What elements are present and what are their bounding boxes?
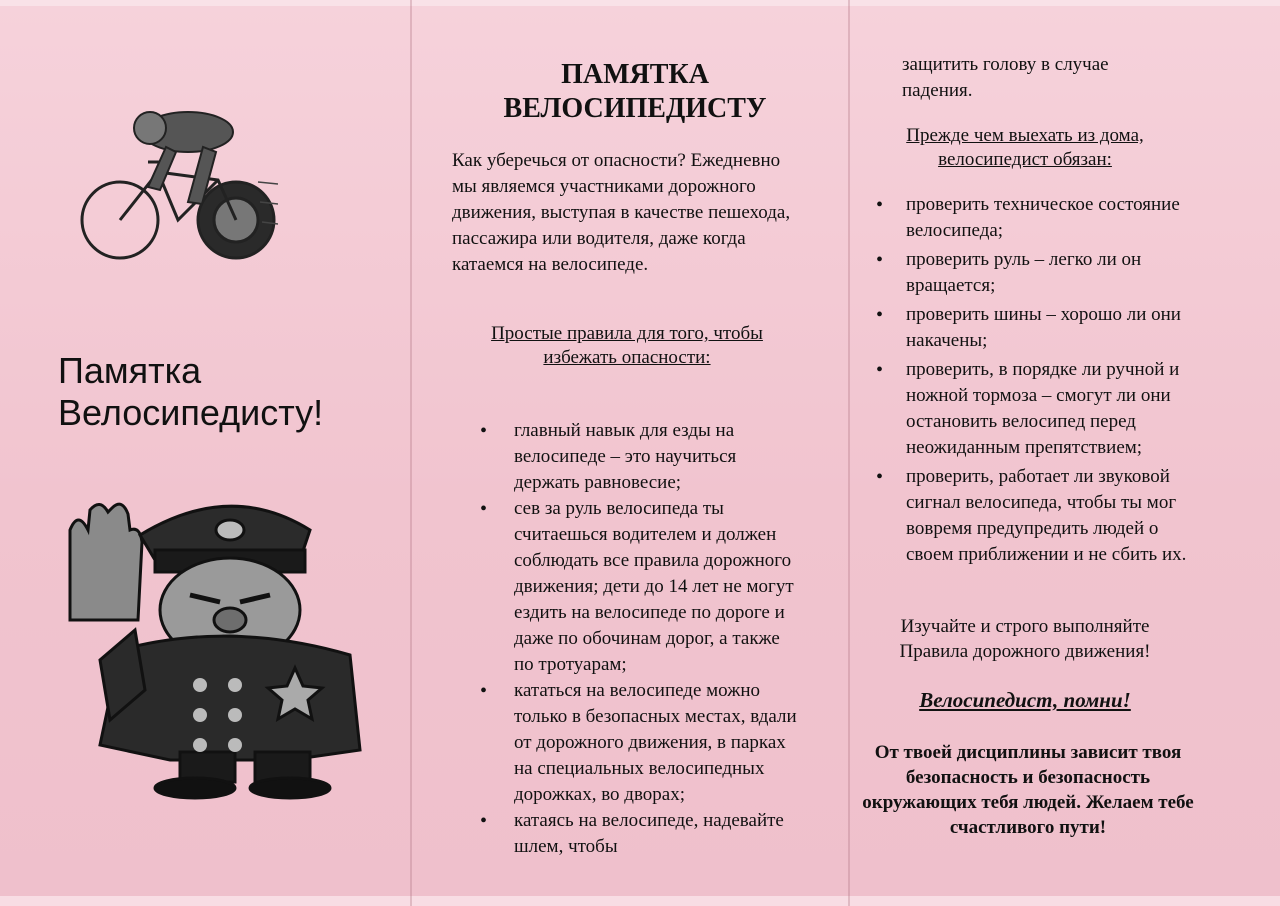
checklist-item: • проверить руль – легко ли он вращается;	[868, 247, 1188, 299]
safety-rule-item: • кататься на велосипеде можно только в безопасных местах, вдали от дорожного движения, в парках на специальных велосипедных дорожках, во дворах;	[470, 678, 800, 808]
pre-ride-checklist	[868, 192, 1188, 571]
safety-rule-item: • катаясь на велосипеде, надевайте шлем, чтобы	[470, 808, 800, 860]
helmet-rule-continuation: защитить голову в случае падения.	[902, 54, 1109, 101]
cyclist-illustration	[78, 92, 278, 272]
checklist-item: • проверить техническое состояние велосипеда;	[868, 192, 1188, 244]
middle-panel-title: ПАМЯТКА ВЕЛОСИПЕДИСТУ	[503, 59, 767, 124]
fold-line-right	[848, 0, 850, 906]
right-subheading: Прежде чем выехать из дома, велосипедист обязан:	[906, 125, 1144, 170]
checklist-item: • проверить, работает ли звуковой сигнал велосипеда, чтобы ты мог вовремя предупредить людей о своем приближении и не сбить их.	[868, 464, 1188, 568]
safety-rule-item: • главный навык для езды на велосипеде – это научиться держать равновесие;	[470, 418, 800, 496]
safety-rules-list	[470, 418, 800, 860]
checklist-item: • проверить, в порядке ли ручной и ножной тормоза – смогут ли они остановить велосипед перед неожиданным препятствием;	[868, 357, 1188, 461]
cyclist-remember-heading: Велосипедист, помни!	[919, 688, 1131, 712]
middle-subheading: Простые правила для того, чтобы избежать опасности:	[491, 323, 763, 368]
middle-intro-paragraph: Как уберечься от опасности? Ежедневно мы являемся участниками дорожного движения, выступая в качестве пешехода, пассажира или водителя, даже когда катаемся на велосипеде.	[452, 150, 791, 275]
left-panel-title: Памятка Велосипедисту!	[58, 350, 324, 433]
checklist-item: • проверить шины – хорошо ли они накачены;	[868, 302, 1188, 354]
fold-line-left	[410, 0, 412, 906]
study-rules-text: Изучайте и строго выполняйте Правила дорожного движения!	[899, 616, 1151, 662]
police-officer-illustration	[60, 490, 380, 800]
safety-rule-item: • сев за руль велосипеда ты считаешься водителем и должен соблюдать все правила дорожного движения; дети до 14 лет не могут ездить на велосипеде по дороге и даже по обочинам дорог, а также по тротуарам;	[470, 496, 800, 678]
left-panel	[0, 0, 410, 906]
closing-message: От твоей дисциплины зависит твоя безопасность и безопасность окружающих тебя людей. Желаем тебе счастливого пути!	[862, 742, 1194, 838]
